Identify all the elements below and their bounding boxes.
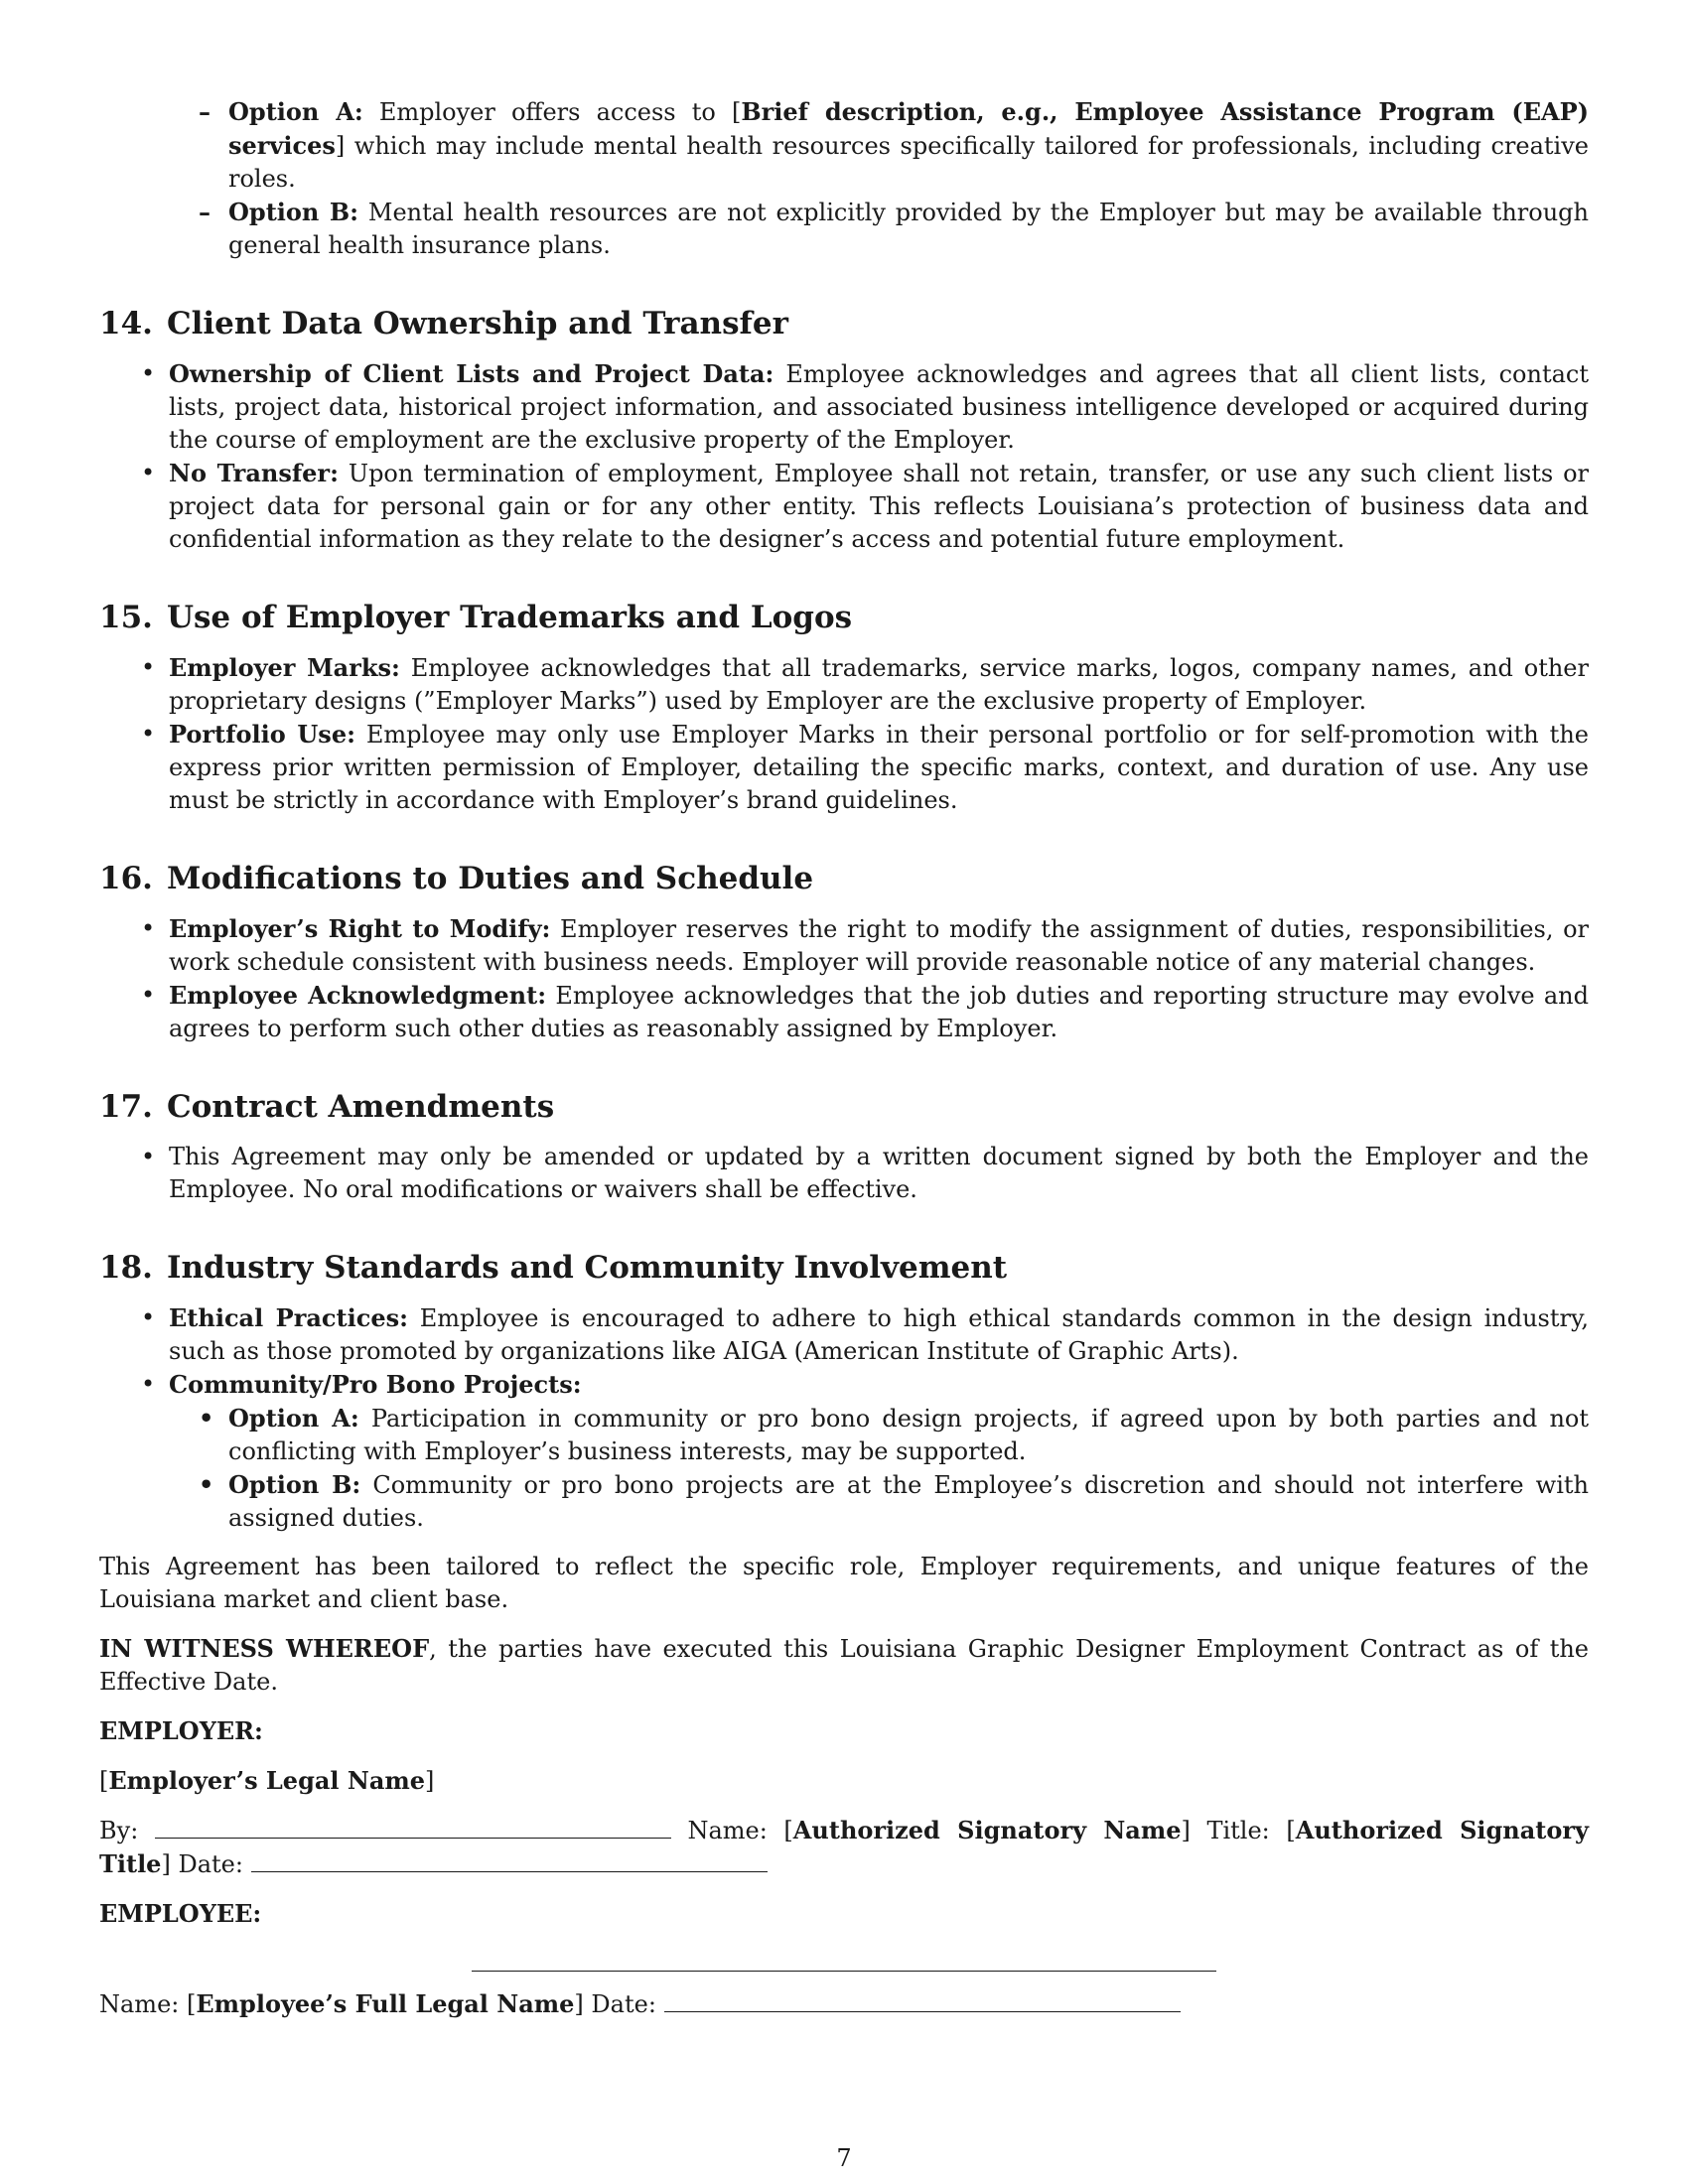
list-item <box>99 979 1589 1045</box>
name-label: Name: <box>687 1817 768 1844</box>
community-options-list <box>169 1402 1589 1535</box>
section-17-list <box>99 1141 1589 1206</box>
section-heading-15 <box>99 598 1589 637</box>
list-item <box>99 95 1589 196</box>
section-heading-14 <box>99 304 1589 343</box>
item-label: Ethical Practices: <box>169 1303 408 1332</box>
employer-legal-name-text: Employer’s Legal Name <box>108 1766 426 1795</box>
employee-full-legal-name: Employee’s Full Legal Name <box>196 1989 575 2018</box>
employer-date-line[interactable] <box>251 1847 768 1872</box>
option-text: Community or pro bono projects are at the Employee’s discretion and should not interfere with assigned duties. <box>228 1471 1589 1532</box>
item-text: Employer reserves the right to modify the assignment of duties, responsibilities, or work schedule consistent with business needs. Employer will provide reasonable notice of any material changes. <box>169 915 1590 976</box>
page-number: 7 <box>836 2144 852 2172</box>
section-heading-17 <box>99 1087 1589 1127</box>
option-text: ] which may include mental health resources specifically tailored for professionals, including creative roles. <box>228 132 1589 193</box>
top-options-list <box>99 95 1589 262</box>
option-text: Mental health resources are not explicitly provided by the Employer but may be available through general health insurance plans. <box>228 199 1589 259</box>
list-item <box>99 357 1589 457</box>
list-item <box>99 718 1589 817</box>
by-label: By: <box>99 1817 139 1844</box>
witness-bold: IN WITNESS WHEREOF <box>99 1634 430 1663</box>
item-label: Portfolio Use: <box>169 720 355 749</box>
section-number: 18. <box>99 1250 153 1286</box>
section-number: 15. <box>99 600 153 635</box>
employee-date-line[interactable] <box>664 1987 1181 2012</box>
list-item <box>99 1368 1589 1535</box>
list-item <box>169 1468 1589 1535</box>
item-text: Employee may only use Employer Marks in their personal portfolio or for self-promotion with the express prior written permission of Employer, detailing the specific marks, context, and duration of use. Any use must be strictly in accordance with Employer’s brand guidelines. <box>169 721 1589 814</box>
section-16-list <box>99 912 1589 1045</box>
option-label: Option B: <box>228 198 359 226</box>
item-label: Community/Pro Bono Projects: <box>169 1370 582 1399</box>
list-item <box>99 457 1589 556</box>
title-label: Title: <box>1206 1817 1270 1844</box>
employee-heading-text: EMPLOYEE: <box>99 1899 262 1928</box>
item-text: This Agreement may only be amended or updated by a written document signed by both the Employer and the Employee. No oral modifications or waivers shall be effective. <box>169 1143 1589 1203</box>
section-14-list <box>99 357 1589 556</box>
employer-legal-name: [Employer’s Legal Name] <box>99 1766 435 1795</box>
witness-text: , the parties have executed this Louisiana Graphic Designer Employment Contract as of the Effective Date. <box>99 1635 1589 1696</box>
item-label: Employee Acknowledgment: <box>169 981 547 1010</box>
employee-signature-block: Name: [Employee’s Full Legal Name] Date: <box>99 1987 1589 2021</box>
item-label: Employer Marks: <box>169 653 400 682</box>
list-item <box>99 1301 1589 1368</box>
list-item <box>99 196 1589 262</box>
section-title: Modifications to Duties and Schedule <box>166 861 814 896</box>
section-18-list <box>99 1301 1589 1535</box>
option-text: Employer offers access to [ <box>378 98 742 126</box>
date-label: Date: <box>591 1990 656 2018</box>
item-text: Employee acknowledges and agrees that all client lists, contact lists, project data, historical project information, and associated business intelligence developed or acquired during the course of employment are the exclusive property of the Employer. <box>169 360 1589 454</box>
tailored-paragraph: This Agreement has been tailored to reflect the specific role, Employer requirements, and unique features of the Louisiana market and client base. <box>99 1553 1589 1613</box>
item-label: Ownership of Client Lists and Project Data: <box>169 359 774 388</box>
list-item <box>99 651 1589 718</box>
option-label: Option A: <box>228 1404 359 1433</box>
item-text: Employee acknowledges that the job duties and reporting structure may evolve and agrees to perform such other duties as reasonably assigned by Employer. <box>169 982 1590 1042</box>
section-title: Contract Amendments <box>166 1089 555 1125</box>
item-label: No Transfer: <box>169 459 339 487</box>
item-text: Employee is encouraged to adhere to high ethical standards common in the design industry, such as those promoted by organizations like AIGA (American Institute of Graphic Arts). <box>169 1304 1589 1365</box>
section-number: 14. <box>99 306 153 341</box>
section-title: Industry Standards and Community Involvement <box>166 1250 1008 1286</box>
section-title: Client Data Ownership and Transfer <box>166 306 788 341</box>
section-title: Use of Employer Trademarks and Logos <box>166 600 853 635</box>
section-15-list <box>99 651 1589 817</box>
name-label: Name: <box>99 1990 180 2018</box>
section-number: 17. <box>99 1089 153 1125</box>
item-text: Upon termination of employment, Employee shall not retain, transfer, or use any such client lists or project data for personal gain or for any other entity. This reflects Louisiana’s protection of business data and confidential information as they relate to the designer’s access and potential future employment. <box>169 460 1589 553</box>
section-heading-18 <box>99 1248 1589 1288</box>
authorized-signatory-title: Authorized Signatory Title <box>99 1816 1589 1878</box>
option-bold-text: Brief description, e.g., Employee Assistance Program (EAP) services <box>228 97 1590 160</box>
date-label: Date: <box>178 1850 243 1878</box>
list-item <box>169 1402 1589 1468</box>
list-item <box>99 1141 1589 1206</box>
authorized-signatory-name: Authorized Signatory Name <box>792 1816 1182 1844</box>
section-number: 16. <box>99 861 153 896</box>
option-text: Participation in community or pro bono design projects, if agreed upon by both parties and not conflicting with Employer’s business interests, may be supported. <box>228 1405 1590 1465</box>
employer-signature-line[interactable] <box>155 1814 671 1839</box>
employer-signature-block: By: Name: [Authorized Signatory Name] Title: [Authorized Signatory Title] Date: <box>99 1816 1589 1878</box>
item-label: Employer’s Right to Modify: <box>169 914 551 943</box>
employee-heading <box>99 1897 1589 1931</box>
option-label: Option B: <box>228 1470 361 1499</box>
item-text: Employee acknowledges that all trademarks, service marks, logos, company names, and other proprietary designs (”Employer Marks”) used by Employer are the exclusive property of Employer. <box>169 654 1589 715</box>
option-label: Option A: <box>228 97 363 126</box>
employer-heading <box>99 1714 1589 1748</box>
employer-heading-text: EMPLOYER: <box>99 1716 263 1745</box>
witness-paragraph <box>99 1632 1589 1699</box>
employee-signature-line[interactable] <box>472 1959 1216 1972</box>
section-heading-16 <box>99 859 1589 898</box>
list-item <box>99 912 1589 979</box>
